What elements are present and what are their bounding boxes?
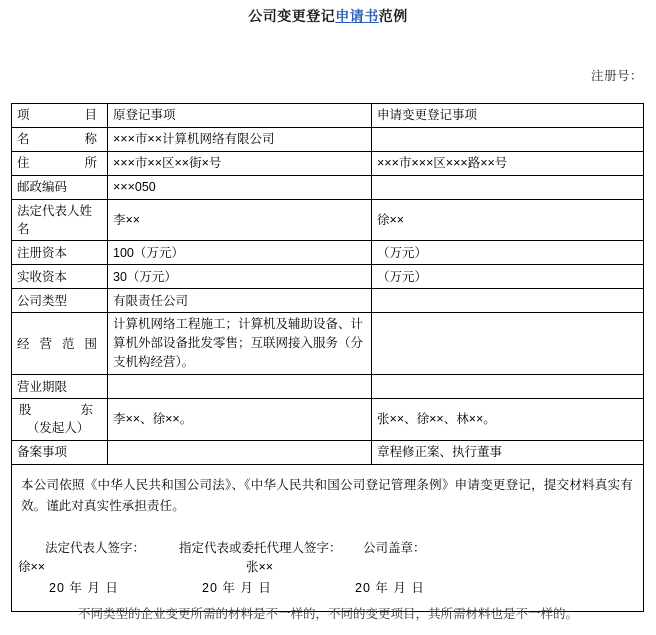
row-changed-shareholders: 张××、徐××、林××。 bbox=[372, 399, 644, 440]
table-row bbox=[12, 265, 644, 289]
row-changed-legal-rep: 徐×× bbox=[372, 200, 644, 241]
agent-date-line: 20 年 月 日 bbox=[202, 580, 272, 595]
company-seal-date-line: 20 年 月 日 bbox=[355, 580, 425, 595]
row-label-business-scope bbox=[12, 313, 108, 375]
row-changed-postcode bbox=[372, 176, 644, 200]
table-row-business-scope bbox=[12, 313, 644, 375]
row-original-shareholders: 李××、徐××。 bbox=[108, 399, 372, 440]
row-original-filing-items bbox=[108, 440, 372, 464]
row-changed-name bbox=[372, 128, 644, 152]
registration-number-label: 注册号： bbox=[590, 69, 643, 83]
row-label-postcode: 邮政编码 bbox=[12, 176, 108, 200]
row-label-legal-rep: 法定代表人姓名 bbox=[12, 200, 108, 241]
scope-char-3: 范 bbox=[61, 336, 75, 351]
row-changed-address: ×××市×××区×××路××号 bbox=[372, 152, 644, 176]
scope-char-2: 营 bbox=[39, 336, 52, 351]
application-form-link[interactable]: 申请书 bbox=[335, 8, 379, 24]
row-original-business-scope bbox=[108, 313, 372, 375]
header-cell-changed: 申请变更登记事项 bbox=[372, 104, 644, 128]
row-original-postcode: ×××050 bbox=[108, 176, 372, 200]
table-row bbox=[12, 440, 644, 464]
table-row bbox=[12, 176, 644, 200]
shareholder-label-left: 股 bbox=[19, 403, 32, 418]
signature-names bbox=[17, 558, 639, 579]
row-label-address bbox=[12, 152, 108, 176]
table-header-row bbox=[12, 104, 644, 128]
table-row bbox=[12, 200, 644, 241]
row-changed-paid-in-capital: （万元） bbox=[372, 265, 644, 289]
row-label-right: 所 bbox=[84, 156, 97, 171]
footer-note: 不同类型的企业变更所需的材料是不一样的，不同的变更项目，其所需材料也是不一样的。 bbox=[77, 607, 578, 621]
change-registration-table bbox=[11, 103, 644, 612]
row-changed-filing-items: 章程修正案、执行董事 bbox=[372, 440, 644, 464]
table-row bbox=[12, 128, 644, 152]
row-label-name bbox=[12, 128, 108, 152]
row-changed-business-term bbox=[372, 375, 644, 399]
header-item-right: 目 bbox=[84, 108, 97, 123]
legal-rep-date-line: 20 年 月 日 bbox=[49, 580, 119, 595]
row-original-registered-capital: 100（万元） bbox=[108, 241, 372, 265]
row-label-right: 称 bbox=[84, 132, 97, 147]
legal-rep-signature-label: 法定代表人签字： bbox=[45, 540, 146, 555]
table-row-shareholders bbox=[12, 399, 644, 440]
row-changed-business-scope bbox=[372, 313, 644, 375]
header-cell-item bbox=[12, 104, 108, 128]
scope-char-1: 经 bbox=[17, 336, 30, 351]
header-item-left: 项 bbox=[17, 108, 30, 123]
signature-block bbox=[17, 539, 639, 599]
declaration-cell bbox=[12, 464, 644, 611]
table-row bbox=[12, 241, 644, 265]
row-label-business-term: 营业期限 bbox=[12, 375, 108, 399]
row-original-company-type: 有限责任公司 bbox=[108, 289, 372, 313]
table-row-declaration bbox=[12, 464, 644, 611]
signature-headings bbox=[17, 539, 639, 558]
row-label-registered-capital: 注册资本 bbox=[12, 241, 108, 265]
row-label-left: 住 bbox=[17, 156, 30, 171]
row-label-paid-in-capital: 实收资本 bbox=[12, 265, 108, 289]
row-label-left: 名 bbox=[17, 132, 30, 147]
row-original-address: ×××市××区××街×号 bbox=[108, 152, 372, 176]
agent-signature-label: 指定代表或委托代理人签字： bbox=[179, 540, 342, 555]
page-title bbox=[0, 6, 656, 26]
scope-char-4: 围 bbox=[84, 336, 97, 351]
table-row bbox=[12, 375, 644, 399]
header-cell-original: 原登记事项 bbox=[108, 104, 372, 128]
row-changed-company-type bbox=[372, 289, 644, 313]
row-label-filing-items: 备案事项 bbox=[12, 440, 108, 464]
row-label-company-type: 公司类型 bbox=[12, 289, 108, 313]
row-original-legal-rep: 李×× bbox=[108, 200, 372, 241]
shareholder-label-line2: （发起人） bbox=[26, 421, 90, 436]
table-row bbox=[12, 289, 644, 313]
row-original-name: ×××市××计算机网络有限公司 bbox=[108, 128, 372, 152]
agent-signature-name: 张×× bbox=[246, 559, 274, 574]
signature-dates bbox=[17, 579, 639, 599]
table-row bbox=[12, 152, 644, 176]
company-seal-label: 公司盖章： bbox=[363, 540, 426, 555]
row-label-shareholders bbox=[12, 399, 108, 440]
page-title-before: 公司变更登记 bbox=[248, 8, 336, 24]
row-changed-registered-capital: （万元） bbox=[372, 241, 644, 265]
row-original-business-term bbox=[108, 375, 372, 399]
shareholder-label-right: 东 bbox=[80, 403, 93, 418]
row-original-paid-in-capital: 30（万元） bbox=[108, 265, 372, 289]
business-scope-text: 计算机网络工程施工；计算机及辅助设备、计算机外部设备批发零售；互联网接入服务（分支机构经营）。 bbox=[113, 317, 364, 370]
legal-rep-signature-name: 徐×× bbox=[18, 559, 46, 574]
page-title-after: 范例 bbox=[378, 8, 408, 24]
declaration-text: 本公司依照《中华人民共和国公司法》、《中华人民共和国公司登记管理条例》申请变更登记，提交材料真实有效。谨此对真实性承担责任。 bbox=[21, 477, 633, 514]
